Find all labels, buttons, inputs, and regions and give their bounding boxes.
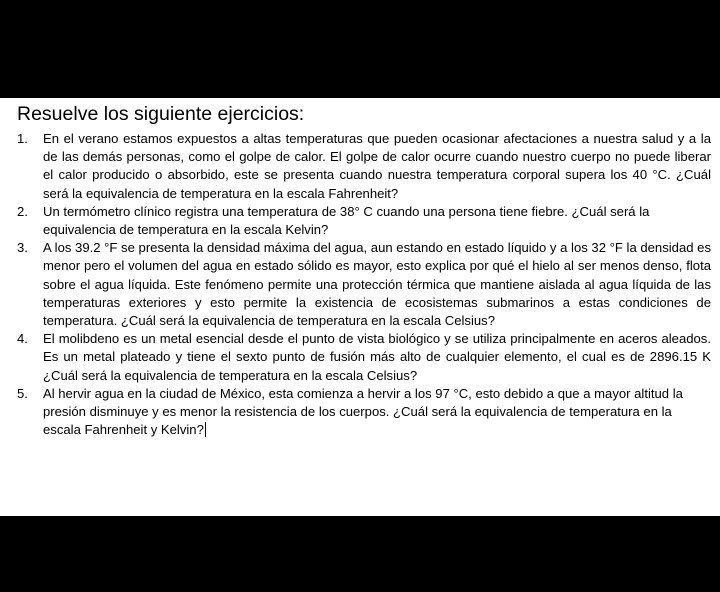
exercise-text: A los 39.2 °F se presenta la densidad máxima del agua, aun estando en estado líquido y a los 32 °F la densidad es menor pero el volumen del agua en estado sólido es mayor, esto explica por qué el hielo al ser menos denso, flota sobre el agua líquida. Este fenómeno permite una protección térmica que mantiene aislada al agua líquida de las temperaturas exteriores y esto permite la existencia de ecosistemas submarinos a estas condiciones de temperatura. ¿Cuál será la equivalencia de temperatura en la escala Celsius?	[43, 240, 711, 329]
document-page	[0, 98, 720, 516]
exercise-text: Un termómetro clínico registra una temperatura de 38° C cuando una persona tiene fiebre. ¿Cuál será la equivalencia de temperatura en la escala Kelvin?	[43, 203, 650, 238]
exercise-item-2	[17, 203, 711, 239]
exercise-text: El molibdeno es un metal esencial desde el punto de vista biológico y se utiliza principalmente en aceros aleados. Es un metal plateado y tiene el sexto punto de fusión más alto de cualquier elemento, el cual es de 2896.15 K ¿Cuál será la equivalencia de temperatura en la escala Celsius?	[43, 331, 711, 383]
exercise-text: Al hervir agua en la ciudad de México, esta comienza a hervir a los 97 °C, esto debido a que a mayor altitud la presión disminuye y es menor la resistencia de los cuerpos. ¿Cuál será la equivalencia de temperatura en la escala Fahrenheit y Kelvin?	[43, 385, 683, 438]
document-title: Resuelve los siguiente ejercicios:	[17, 103, 305, 125]
exercise-list	[17, 130, 711, 439]
exercise-number: 5.	[17, 385, 28, 401]
text-cursor	[205, 422, 206, 437]
exercise-item-3	[17, 239, 711, 330]
exercise-number: 1.	[17, 131, 28, 146]
exercise-item-4	[17, 330, 711, 385]
exercise-number: 3.	[17, 240, 28, 256]
exercise-item-1	[17, 130, 711, 203]
exercise-number: 2.	[17, 203, 28, 219]
exercise-item-5	[17, 385, 711, 440]
letterbox-top	[0, 0, 720, 98]
exercise-text: En el verano estamos expuestos a altas temperaturas que pueden ocasionar afectaciones a nuestra salud y a la de las demás personas, como el golpe de calor. El golpe de calor ocurre cuando nuestro cuerpo no puede liberar el calor producido o absorbido, este se presenta cuando nuestra temperatura corporal supera los 40 °C. ¿Cuál será la equivalencia de temperatura en la escala Fahrenheit?	[43, 131, 711, 201]
exercise-number: 4.	[17, 331, 28, 347]
exercise-text-wrapper	[43, 385, 711, 440]
letterbox-bottom	[0, 516, 720, 592]
